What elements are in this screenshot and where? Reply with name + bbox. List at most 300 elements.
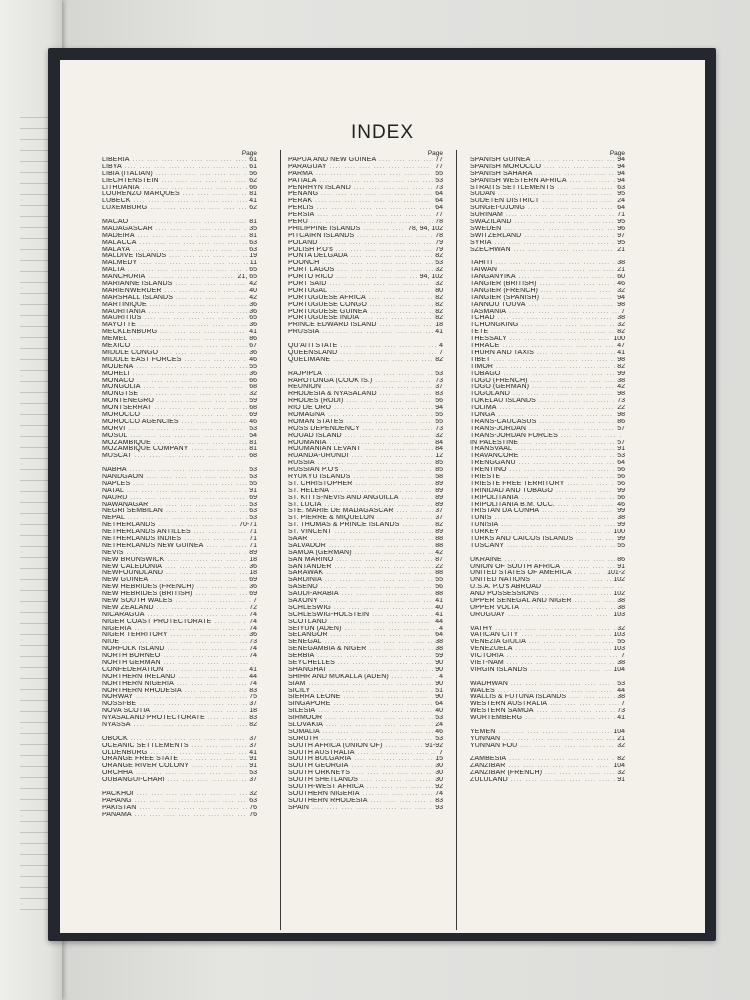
entry-page: 21 bbox=[617, 735, 625, 742]
entry-page: 32 bbox=[617, 625, 625, 632]
entry-page: 53 bbox=[249, 770, 257, 777]
entry-page: 94 bbox=[617, 157, 625, 163]
entry-name: TRENTINO .... bbox=[470, 467, 615, 474]
entry-name: SAMOA (GERMAN) .... bbox=[288, 550, 433, 557]
entry-name: SILESIA .... bbox=[288, 708, 433, 715]
index-entry bbox=[470, 260, 625, 267]
index-entry bbox=[102, 688, 257, 695]
entry-name: PORTUGUESE INDIA .... bbox=[288, 315, 433, 322]
entry-page: 85 bbox=[435, 460, 443, 467]
index-entry bbox=[288, 322, 443, 329]
index-entry bbox=[470, 205, 625, 212]
entry-name: TANGIER (BRITISH) .... bbox=[470, 281, 615, 288]
index-entry bbox=[102, 288, 257, 295]
entry-name: SWEDEN .... bbox=[470, 226, 615, 233]
entry-page: 44 bbox=[435, 618, 443, 625]
entry-name: MEXICO .... bbox=[102, 343, 247, 350]
entry-page: 37 bbox=[249, 701, 257, 708]
section-gap bbox=[102, 212, 257, 219]
entry-name: WURTEMBERG .... bbox=[470, 715, 615, 722]
entry-name: POONCH .... bbox=[288, 260, 433, 267]
entry-page: 40 bbox=[249, 287, 257, 294]
index-entry bbox=[288, 260, 443, 267]
entry-page: 103 bbox=[613, 646, 625, 653]
entry-page: 38 bbox=[617, 377, 625, 384]
index-entry bbox=[470, 715, 625, 722]
index-entry bbox=[470, 564, 625, 571]
index-entry bbox=[288, 267, 443, 274]
entry-name: SOUTH BULGARIA .... bbox=[288, 756, 433, 763]
index-entry bbox=[102, 653, 257, 660]
entry-page: 99 bbox=[617, 370, 625, 377]
index-entry bbox=[470, 440, 625, 447]
index-entry bbox=[102, 178, 257, 185]
entry-page: 91 bbox=[249, 756, 257, 763]
entry-page: 99 bbox=[617, 508, 625, 515]
entry-name: SCOTLAND .... bbox=[288, 619, 433, 626]
entry-page: 21, 65 bbox=[237, 274, 257, 281]
page-column-header: Page bbox=[241, 150, 257, 157]
entry-name: SORUTH .... bbox=[288, 736, 433, 743]
entry-page: 38 bbox=[617, 604, 625, 611]
entry-page: 81 bbox=[249, 439, 257, 446]
entry-name: PATIALA .... bbox=[288, 178, 433, 185]
entry-name: ST. PIERRE & MIQUELON .... bbox=[288, 515, 433, 522]
index-entry bbox=[102, 756, 257, 763]
entry-page: 69 bbox=[249, 577, 257, 584]
entry-page: 41 bbox=[435, 329, 443, 336]
index-entry bbox=[102, 805, 257, 812]
entry-name: NEW ZEALAND .... bbox=[102, 605, 247, 612]
entry-page: 18 bbox=[249, 570, 257, 577]
entry-name: NOSSI-BE .... bbox=[102, 701, 247, 708]
entry-name: LIBIA (ITALIAN) .... bbox=[102, 171, 247, 178]
index-entry bbox=[102, 743, 257, 750]
entry-name: TANGIER (SPANISH) .... bbox=[470, 295, 615, 302]
index-entry bbox=[288, 309, 443, 316]
entry-name: POLAND .... bbox=[288, 240, 433, 247]
entry-page: 71 bbox=[249, 542, 257, 549]
entry-page: 81 bbox=[249, 191, 257, 198]
entry-name: MONGTSE .... bbox=[102, 391, 247, 398]
entry-page: 82 bbox=[435, 356, 443, 363]
entry-name: MOHELI .... bbox=[102, 371, 247, 378]
index-entry bbox=[470, 274, 625, 281]
index-entry bbox=[102, 226, 257, 233]
entry-name: WESTERN SAMOA .... bbox=[470, 708, 615, 715]
index-entry bbox=[102, 295, 257, 302]
entry-page: 94 bbox=[617, 170, 625, 177]
entry-page: 82 bbox=[435, 522, 443, 529]
entry-name: TRENGGANU .... bbox=[470, 460, 615, 467]
entry-page: 91 bbox=[617, 777, 625, 784]
entry-name: SUDETEN DISTRICT .... bbox=[470, 198, 615, 205]
entry-name: SASENO .... bbox=[288, 584, 433, 591]
entry-name: OLDENBURG .... bbox=[102, 750, 247, 757]
index-entry bbox=[288, 543, 443, 550]
entry-page: 91 bbox=[617, 563, 625, 570]
index-entry bbox=[470, 605, 625, 612]
index-entry bbox=[288, 550, 443, 557]
entry-name: ROUMANIAN LEVANT .... bbox=[288, 446, 433, 453]
entry-page: 41 bbox=[249, 329, 257, 336]
entry-name: TRANS-CAUCASUS .... bbox=[470, 419, 615, 426]
entry-page: 74 bbox=[249, 625, 257, 632]
index-entry bbox=[470, 426, 625, 433]
entry-name: PAHANG .... bbox=[102, 798, 247, 805]
entry-name: WADHWAN .... bbox=[470, 681, 615, 688]
entry-name: VENEZIA GIULIA .... bbox=[470, 639, 615, 646]
entry-name: MALTA .... bbox=[102, 267, 247, 274]
entry-page: 7 bbox=[621, 701, 625, 708]
index-entry bbox=[102, 329, 257, 336]
entry-page: 84 bbox=[435, 446, 443, 453]
entry-name: SWITZERLAND .... bbox=[470, 233, 615, 240]
entry-name: MACAO .... bbox=[102, 219, 247, 226]
entry-name: MEMEL .... bbox=[102, 336, 247, 343]
index-entry bbox=[288, 701, 443, 708]
section-gap bbox=[470, 550, 625, 557]
entry-page: 44 bbox=[249, 673, 257, 680]
index-entry bbox=[470, 626, 625, 633]
entry-name: REUNION .... bbox=[288, 384, 433, 391]
index-entry bbox=[470, 694, 625, 701]
entry-name: TURKS AND CAICOS ISLANDS .... bbox=[470, 536, 615, 543]
entry-page: 53 bbox=[435, 260, 443, 267]
entry-page: 46 bbox=[249, 356, 257, 363]
entry-page: 82 bbox=[617, 329, 625, 336]
entry-page: 89 bbox=[435, 480, 443, 487]
entry-name: TANGIER (FRENCH) .... bbox=[470, 288, 615, 295]
index-entry bbox=[102, 309, 257, 316]
entry-name: MAURITANIA .... bbox=[102, 309, 247, 316]
entry-name: SAUDI-ARABIA .... bbox=[288, 591, 433, 598]
entry-page: 91 bbox=[617, 446, 625, 453]
entry-page: 36 bbox=[249, 301, 257, 308]
index-entry bbox=[470, 288, 625, 295]
entry-name: U.S.A. P.O's ABROAD .... bbox=[470, 584, 623, 591]
index-entry bbox=[102, 750, 257, 757]
entry-page: 78, 94, 102 bbox=[407, 225, 443, 232]
index-entry bbox=[288, 467, 443, 474]
index-entry bbox=[470, 632, 625, 639]
entry-name: SIRMOOR .... bbox=[288, 715, 433, 722]
entry-page: 81 bbox=[249, 446, 257, 453]
entry-page: 30 bbox=[435, 763, 443, 770]
index-entry bbox=[102, 343, 257, 350]
entry-page: 58 bbox=[435, 473, 443, 480]
entry-name: SAAR .... bbox=[288, 536, 433, 543]
entry-name: TRAVANCORE .... bbox=[470, 453, 615, 460]
index-entry bbox=[102, 405, 257, 412]
index-entry bbox=[102, 274, 257, 281]
entry-page: 38 bbox=[617, 315, 625, 322]
entry-page: 35 bbox=[249, 225, 257, 232]
entry-name: NEPAL .... bbox=[102, 515, 247, 522]
index-entry bbox=[288, 756, 443, 763]
index-entry bbox=[288, 557, 443, 564]
entry-page: 21 bbox=[617, 267, 625, 274]
entry-page: 55 bbox=[435, 577, 443, 584]
entry-page: 55 bbox=[435, 418, 443, 425]
entry-name: SUNGEI-UJONG .... bbox=[470, 205, 615, 212]
entry-name: MALAYA .... bbox=[102, 247, 247, 254]
index-entry bbox=[102, 701, 257, 708]
entry-page: 64 bbox=[617, 460, 625, 467]
entry-page: 24 bbox=[617, 198, 625, 205]
index-entry bbox=[288, 750, 443, 757]
entry-name: UPPER SENEGAL AND NIGER .... bbox=[470, 598, 615, 605]
entry-page: 55 bbox=[249, 363, 257, 370]
entry-name: SEYCHELLES .... bbox=[288, 660, 433, 667]
entry-name: STRAITS SETTLEMENTS .... bbox=[470, 185, 615, 192]
entry-name: SOUTHERN NIGERIA .... bbox=[288, 791, 433, 798]
entry-name: RYUKYU ISLANDS .... bbox=[288, 474, 433, 481]
index-entry bbox=[288, 185, 443, 192]
entry-name: PORT SAID .... bbox=[288, 281, 433, 288]
entry-name: NORFOLK ISLAND .... bbox=[102, 646, 247, 653]
index-entry bbox=[470, 639, 625, 646]
entry-page: 12 bbox=[435, 453, 443, 460]
index-entry bbox=[102, 164, 257, 171]
entry-page: 98 bbox=[617, 356, 625, 363]
entry-page: 64 bbox=[435, 191, 443, 198]
entry-name: TAHITI .... bbox=[470, 260, 615, 267]
entry-name: TRINIDAD AND TOBAGO .... bbox=[470, 488, 615, 495]
entry-name: MADEIRA .... bbox=[102, 233, 247, 240]
entry-name: ST. CHRISTOPHER .... bbox=[288, 481, 433, 488]
entry-name: SINGAPORE .... bbox=[288, 701, 433, 708]
index-entry bbox=[288, 288, 443, 295]
entry-name: VATICAN CITY .... bbox=[470, 632, 611, 639]
index-entry bbox=[102, 412, 257, 419]
index-entry bbox=[102, 322, 257, 329]
entry-name: NEW HEBRIDES (BRITISH) .... bbox=[102, 591, 247, 598]
index-entry bbox=[102, 267, 257, 274]
entry-page: 59 bbox=[249, 398, 257, 405]
entry-page: 53 bbox=[617, 453, 625, 460]
index-entry bbox=[470, 495, 625, 502]
index-entry bbox=[288, 694, 443, 701]
index-entry bbox=[102, 502, 257, 509]
index-entry bbox=[102, 426, 257, 433]
entry-name: SAXONY .... bbox=[288, 598, 433, 605]
entry-name: SELANGOR .... bbox=[288, 632, 433, 639]
index-entry bbox=[288, 584, 443, 591]
index-entry bbox=[470, 708, 625, 715]
entry-page: 32 bbox=[435, 281, 443, 288]
entry-name: TRIPOLITANIA .... bbox=[470, 495, 615, 502]
index-entry bbox=[470, 419, 625, 426]
entry-name: PERAK .... bbox=[288, 198, 433, 205]
index-entry bbox=[102, 508, 257, 515]
index-entry bbox=[288, 178, 443, 185]
index-entry bbox=[102, 598, 257, 605]
index-entry bbox=[102, 646, 257, 653]
entry-name: TURKEY .... bbox=[470, 529, 611, 536]
section-gap bbox=[470, 674, 625, 681]
entry-name: PITCAIRN ISLANDS .... bbox=[288, 233, 433, 240]
entry-name: NANDGAON .... bbox=[102, 474, 247, 481]
entry-page: 53 bbox=[249, 515, 257, 522]
entry-name: LITHUANIA .... bbox=[102, 185, 247, 192]
entry-page: 56 bbox=[617, 467, 625, 474]
entry-page: 90 bbox=[435, 680, 443, 687]
entry-name: VICTORIA .... bbox=[470, 653, 619, 660]
entry-name: SHANGHAI .... bbox=[288, 667, 433, 674]
entry-name: MOROCCO AGENCIES .... bbox=[102, 419, 247, 426]
index-entry bbox=[470, 329, 625, 336]
entry-page: 104 bbox=[613, 763, 625, 770]
entry-name: RUSSIAN P.O's .... bbox=[288, 467, 433, 474]
entry-page: 89 bbox=[435, 494, 443, 501]
index-entry bbox=[102, 660, 257, 667]
entry-page: 32 bbox=[617, 322, 625, 329]
entry-page: 64 bbox=[435, 632, 443, 639]
index-entry bbox=[102, 798, 257, 805]
index-entry bbox=[470, 171, 625, 178]
index-entry bbox=[470, 529, 625, 536]
index-entry bbox=[102, 198, 257, 205]
index-entry bbox=[470, 343, 625, 350]
index-entry bbox=[288, 564, 443, 571]
entry-page: 56 bbox=[435, 398, 443, 405]
entry-page: 86 bbox=[617, 418, 625, 425]
index-entry bbox=[102, 364, 257, 371]
entry-name: PERSIA .... bbox=[288, 212, 433, 219]
entry-page: 41 bbox=[435, 598, 443, 604]
entry-page: 56 bbox=[435, 584, 443, 591]
index-entry bbox=[470, 577, 625, 584]
entry-page: 37 bbox=[249, 742, 257, 749]
index-entry bbox=[470, 770, 625, 777]
entry-page: 62 bbox=[249, 205, 257, 212]
entry-name: RIO DE ORO .... bbox=[288, 405, 433, 412]
entry-name: NAURU .... bbox=[102, 495, 247, 502]
entry-page: 42 bbox=[249, 281, 257, 288]
entry-name: RHODESIA & NYASALAND .... bbox=[288, 391, 433, 398]
entry-page: 103 bbox=[613, 611, 625, 618]
entry-page: 104 bbox=[613, 728, 625, 735]
index-entry bbox=[288, 440, 443, 447]
entry-page: 37 bbox=[435, 384, 443, 391]
entry-page: 70-71 bbox=[239, 522, 257, 529]
entry-page: 88 bbox=[435, 535, 443, 542]
index-entry bbox=[288, 660, 443, 667]
index-entry bbox=[288, 577, 443, 584]
entry-page: 81 bbox=[249, 232, 257, 239]
entry-page: 96 bbox=[617, 225, 625, 232]
entry-name: SUDAN .... bbox=[470, 191, 615, 198]
index-entry bbox=[470, 453, 625, 460]
entry-name: TRIESTE .... bbox=[470, 474, 615, 481]
index-entry bbox=[470, 315, 625, 322]
entry-name: WESTERN AUSTRALIA .... bbox=[470, 701, 619, 708]
entry-name: NEWFOUNDLAND .... bbox=[102, 570, 247, 577]
entry-page: 46 bbox=[435, 728, 443, 735]
entry-page: 76 bbox=[249, 811, 257, 818]
entry-name: SIAM .... bbox=[288, 681, 433, 688]
index-entry bbox=[102, 495, 257, 502]
entry-name: TRISTAN DA CUNHA .... bbox=[470, 508, 615, 515]
entry-page: 64 bbox=[617, 205, 625, 212]
index-entry bbox=[102, 453, 257, 460]
entry-name: MADAGASCAR .... bbox=[102, 226, 247, 233]
entry-page: 55 bbox=[435, 170, 443, 177]
index-entry bbox=[288, 522, 443, 529]
index-entry bbox=[470, 371, 625, 378]
entry-page: 82 bbox=[435, 315, 443, 322]
index-entry bbox=[288, 460, 443, 467]
entry-page: 79 bbox=[435, 239, 443, 246]
entry-page: 72 bbox=[249, 604, 257, 611]
index-entry bbox=[288, 639, 443, 646]
index-entry bbox=[470, 508, 625, 515]
entry-page: 54 bbox=[249, 432, 257, 439]
entry-page: 86 bbox=[249, 336, 257, 343]
entry-page: 22 bbox=[617, 405, 625, 412]
entry-name: NATAL .... bbox=[102, 488, 247, 495]
entry-name: SYRIA .... bbox=[470, 240, 615, 247]
entry-name: NAPLES .... bbox=[102, 481, 247, 488]
entry-name: NICARAGUA .... bbox=[102, 612, 247, 619]
index-entry bbox=[288, 770, 443, 777]
entry-name: SURINAM .... bbox=[470, 212, 615, 219]
entry-name: SPANISH WESTERN AFRICA .... bbox=[470, 178, 615, 185]
index-entry bbox=[102, 722, 257, 729]
entry-page: 44 bbox=[617, 687, 625, 694]
entry-page: 67 bbox=[249, 343, 257, 350]
index-entry bbox=[288, 708, 443, 715]
index-entry bbox=[288, 198, 443, 205]
entry-name: ROSS DEPENDENCY .... bbox=[288, 426, 433, 433]
entry-page: 36 bbox=[249, 308, 257, 315]
entry-name: PERU .... bbox=[288, 219, 433, 226]
entry-name: YUNNAN FOU .... bbox=[470, 743, 615, 750]
entry-name: MONACO .... bbox=[102, 378, 247, 385]
index-entry bbox=[102, 219, 257, 226]
entry-page: 74 bbox=[249, 611, 257, 618]
index-entry bbox=[102, 736, 257, 743]
entry-name: SERBIA .... bbox=[288, 653, 433, 660]
index-entry bbox=[102, 185, 257, 192]
entry-name: VIET-NAM .... bbox=[470, 660, 615, 667]
entry-page: 40 bbox=[435, 604, 443, 611]
entry-name: MECKLENBURG .... bbox=[102, 329, 247, 336]
entry-page: 46 bbox=[617, 501, 625, 508]
entry-name: MOROCCO .... bbox=[102, 412, 247, 419]
entry-name: MOZAMBIQUE COMPANY .... bbox=[102, 446, 247, 453]
entry-name: PONTA DELGADA .... bbox=[288, 253, 433, 260]
entry-page: 68 bbox=[249, 453, 257, 460]
entry-page: 98 bbox=[617, 301, 625, 308]
index-column-1 bbox=[102, 150, 257, 819]
entry-name: MARSHALL ISLANDS .... bbox=[102, 295, 247, 302]
entry-name: NETHERLANDS ANTILLES .... bbox=[102, 529, 247, 536]
entry-name: MONTENEGRO .... bbox=[102, 398, 247, 405]
index-entry bbox=[288, 426, 443, 433]
entry-page: 91-92 bbox=[425, 742, 443, 749]
entry-name: TAIWAN .... bbox=[470, 267, 615, 274]
entry-page: 53 bbox=[435, 715, 443, 722]
index-entry bbox=[102, 191, 257, 198]
entry-page: 53 bbox=[435, 177, 443, 184]
index-entry bbox=[288, 598, 443, 605]
entry-page: 94, 102 bbox=[419, 274, 443, 281]
entry-name: TOGO (FRENCH) .... bbox=[470, 378, 615, 385]
index-entry bbox=[288, 191, 443, 198]
index-entry bbox=[288, 612, 443, 619]
